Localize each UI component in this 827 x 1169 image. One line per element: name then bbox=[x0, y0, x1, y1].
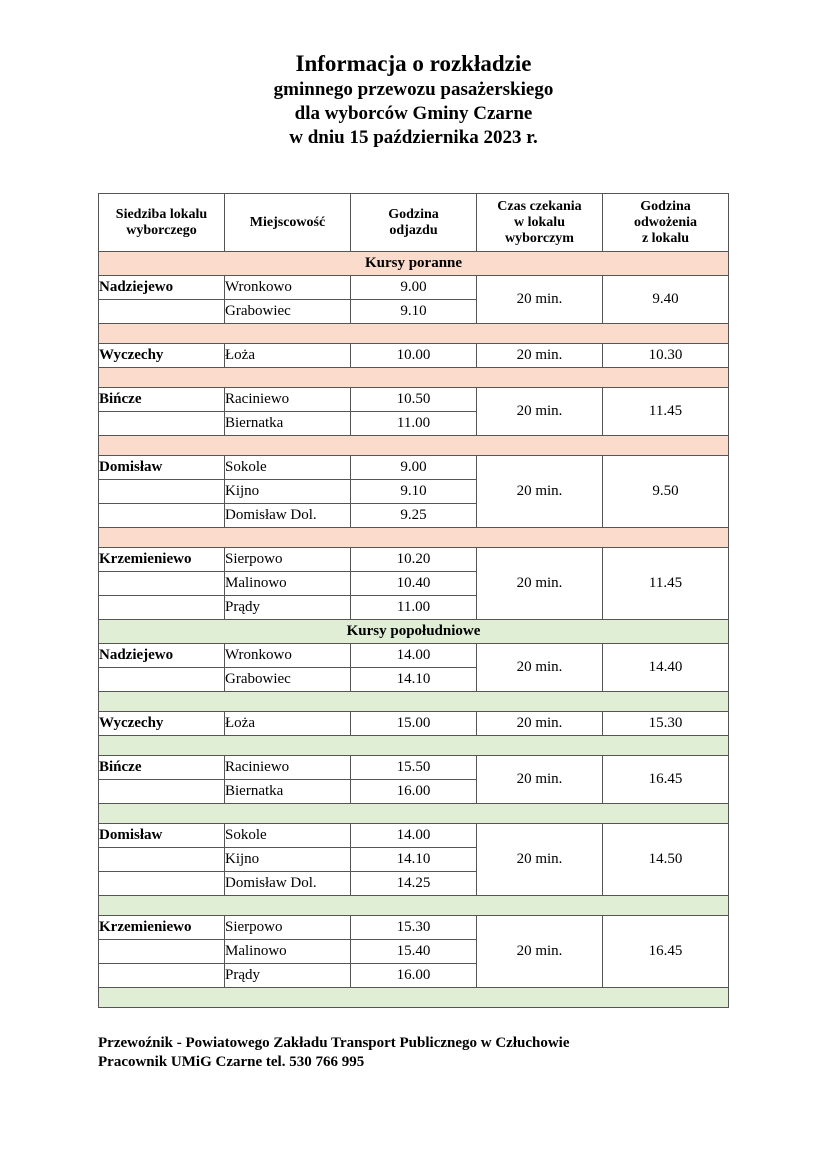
place-cell: Biernatka bbox=[225, 412, 351, 436]
section-header-morning bbox=[99, 252, 729, 276]
seat-cell bbox=[99, 872, 225, 896]
seat-cell bbox=[99, 480, 225, 504]
seat-cell bbox=[99, 848, 225, 872]
spacer-cell bbox=[99, 896, 729, 916]
table-row bbox=[99, 456, 729, 480]
wait-time-cell: 20 min. bbox=[477, 276, 603, 324]
header-place: Miejscowość bbox=[225, 194, 351, 252]
spacer-row bbox=[99, 896, 729, 916]
place-cell: Prądy bbox=[225, 964, 351, 988]
seat-cell bbox=[99, 300, 225, 324]
schedule-table bbox=[98, 193, 729, 1008]
return-time-cell: 10.30 bbox=[603, 344, 729, 368]
seat-cell: Nadziejewo bbox=[99, 644, 225, 668]
spacer-cell bbox=[99, 324, 729, 344]
place-cell: Sierpowo bbox=[225, 548, 351, 572]
place-cell: Sokole bbox=[225, 456, 351, 480]
departure-time-cell: 10.20 bbox=[351, 548, 477, 572]
departure-time-cell: 10.40 bbox=[351, 572, 477, 596]
section-label: Kursy poranne bbox=[99, 252, 729, 276]
schedule-body bbox=[99, 252, 729, 1008]
spacer-cell bbox=[99, 988, 729, 1008]
seat-cell: Domisław bbox=[99, 824, 225, 848]
place-cell: Raciniewo bbox=[225, 756, 351, 780]
wait-time-cell: 20 min. bbox=[477, 548, 603, 620]
table-row bbox=[99, 712, 729, 736]
return-time-cell: 11.45 bbox=[603, 548, 729, 620]
spacer-row bbox=[99, 804, 729, 824]
section-label: Kursy popołudniowe bbox=[99, 620, 729, 644]
departure-time-cell: 15.50 bbox=[351, 756, 477, 780]
spacer-cell bbox=[99, 436, 729, 456]
spacer-row bbox=[99, 528, 729, 548]
departure-time-cell: 14.25 bbox=[351, 872, 477, 896]
place-cell: Malinowo bbox=[225, 572, 351, 596]
return-time-cell: 15.30 bbox=[603, 712, 729, 736]
return-time-cell: 16.45 bbox=[603, 756, 729, 804]
seat-cell: Krzemieniewo bbox=[99, 916, 225, 940]
departure-time-cell: 14.10 bbox=[351, 668, 477, 692]
place-cell: Łoża bbox=[225, 344, 351, 368]
table-row bbox=[99, 756, 729, 780]
departure-time-cell: 14.00 bbox=[351, 644, 477, 668]
departure-time-cell: 9.10 bbox=[351, 300, 477, 324]
place-cell: Grabowiec bbox=[225, 668, 351, 692]
departure-time-cell: 9.25 bbox=[351, 504, 477, 528]
departure-time-cell: 9.10 bbox=[351, 480, 477, 504]
wait-time-cell: 20 min. bbox=[477, 456, 603, 528]
place-cell: Sokole bbox=[225, 824, 351, 848]
spacer-row bbox=[99, 368, 729, 388]
table-header-row bbox=[99, 194, 729, 252]
seat-cell: Nadziejewo bbox=[99, 276, 225, 300]
departure-time-cell: 16.00 bbox=[351, 780, 477, 804]
spacer-row bbox=[99, 324, 729, 344]
place-cell: Łoża bbox=[225, 712, 351, 736]
document-title bbox=[0, 50, 827, 150]
table-row bbox=[99, 344, 729, 368]
return-time-cell: 9.50 bbox=[603, 456, 729, 528]
spacer-cell bbox=[99, 368, 729, 388]
header-wait: Czas czekania w lokalu wyborczym bbox=[477, 194, 603, 252]
spacer-cell bbox=[99, 528, 729, 548]
footer-contact: Pracownik UMiG Czarne tel. 530 766 995 bbox=[98, 1054, 365, 1070]
seat-cell bbox=[99, 412, 225, 436]
place-cell: Grabowiec bbox=[225, 300, 351, 324]
table-row bbox=[99, 388, 729, 412]
departure-time-cell: 10.00 bbox=[351, 344, 477, 368]
table-row bbox=[99, 276, 729, 300]
title-line-2: gminnego przewozu pasażerskiego bbox=[273, 79, 554, 100]
seat-cell bbox=[99, 940, 225, 964]
return-time-cell: 14.40 bbox=[603, 644, 729, 692]
place-cell: Kijno bbox=[225, 848, 351, 872]
departure-time-cell: 9.00 bbox=[351, 276, 477, 300]
seat-cell: Wyczechy bbox=[99, 712, 225, 736]
seat-cell: Krzemieniewo bbox=[99, 548, 225, 572]
header-departure: Godzina odjazdu bbox=[351, 194, 477, 252]
wait-time-cell: 20 min. bbox=[477, 388, 603, 436]
departure-time-cell: 15.40 bbox=[351, 940, 477, 964]
spacer-row bbox=[99, 736, 729, 756]
table-row bbox=[99, 644, 729, 668]
table-row bbox=[99, 824, 729, 848]
table-row bbox=[99, 548, 729, 572]
wait-time-cell: 20 min. bbox=[477, 712, 603, 736]
place-cell: Domisław Dol. bbox=[225, 504, 351, 528]
place-cell: Domisław Dol. bbox=[225, 872, 351, 896]
seat-cell bbox=[99, 780, 225, 804]
seat-cell bbox=[99, 668, 225, 692]
spacer-row bbox=[99, 692, 729, 712]
seat-cell: Bińcze bbox=[99, 756, 225, 780]
title-line-3: dla wyborców Gminy Czarne bbox=[294, 103, 533, 124]
wait-time-cell: 20 min. bbox=[477, 916, 603, 988]
header-seat: Siedziba lokalu wyborczego bbox=[99, 194, 225, 252]
departure-time-cell: 11.00 bbox=[351, 412, 477, 436]
departure-time-cell: 16.00 bbox=[351, 964, 477, 988]
return-time-cell: 16.45 bbox=[603, 916, 729, 988]
place-cell: Wronkowo bbox=[225, 644, 351, 668]
place-cell: Wronkowo bbox=[225, 276, 351, 300]
header-return: Godzina odwożenia z lokalu bbox=[603, 194, 729, 252]
section-header-afternoon bbox=[99, 620, 729, 644]
spacer-cell bbox=[99, 692, 729, 712]
place-cell: Prądy bbox=[225, 596, 351, 620]
departure-time-cell: 14.00 bbox=[351, 824, 477, 848]
title-line-1: Informacja o rozkładzie bbox=[295, 51, 532, 76]
wait-time-cell: 20 min. bbox=[477, 644, 603, 692]
departure-time-cell: 9.00 bbox=[351, 456, 477, 480]
spacer-row bbox=[99, 436, 729, 456]
spacer-cell bbox=[99, 804, 729, 824]
return-time-cell: 9.40 bbox=[603, 276, 729, 324]
departure-time-cell: 15.00 bbox=[351, 712, 477, 736]
wait-time-cell: 20 min. bbox=[477, 824, 603, 896]
wait-time-cell: 20 min. bbox=[477, 756, 603, 804]
departure-time-cell: 15.30 bbox=[351, 916, 477, 940]
place-cell: Raciniewo bbox=[225, 388, 351, 412]
place-cell: Biernatka bbox=[225, 780, 351, 804]
departure-time-cell: 11.00 bbox=[351, 596, 477, 620]
spacer-row bbox=[99, 988, 729, 1008]
departure-time-cell: 10.50 bbox=[351, 388, 477, 412]
departure-time-cell: 14.10 bbox=[351, 848, 477, 872]
return-time-cell: 11.45 bbox=[603, 388, 729, 436]
seat-cell bbox=[99, 504, 225, 528]
spacer-cell bbox=[99, 736, 729, 756]
seat-cell: Domisław bbox=[99, 456, 225, 480]
footer bbox=[98, 1034, 570, 1072]
place-cell: Kijno bbox=[225, 480, 351, 504]
seat-cell bbox=[99, 572, 225, 596]
seat-cell: Bińcze bbox=[99, 388, 225, 412]
seat-cell: Wyczechy bbox=[99, 344, 225, 368]
place-cell: Malinowo bbox=[225, 940, 351, 964]
return-time-cell: 14.50 bbox=[603, 824, 729, 896]
seat-cell bbox=[99, 596, 225, 620]
table-row bbox=[99, 916, 729, 940]
wait-time-cell: 20 min. bbox=[477, 344, 603, 368]
seat-cell bbox=[99, 964, 225, 988]
place-cell: Sierpowo bbox=[225, 916, 351, 940]
title-line-4: w dniu 15 października 2023 r. bbox=[289, 127, 538, 148]
footer-carrier: Przewoźnik - Powiatowego Zakładu Transport Publicznego w Człuchowie bbox=[98, 1035, 570, 1051]
